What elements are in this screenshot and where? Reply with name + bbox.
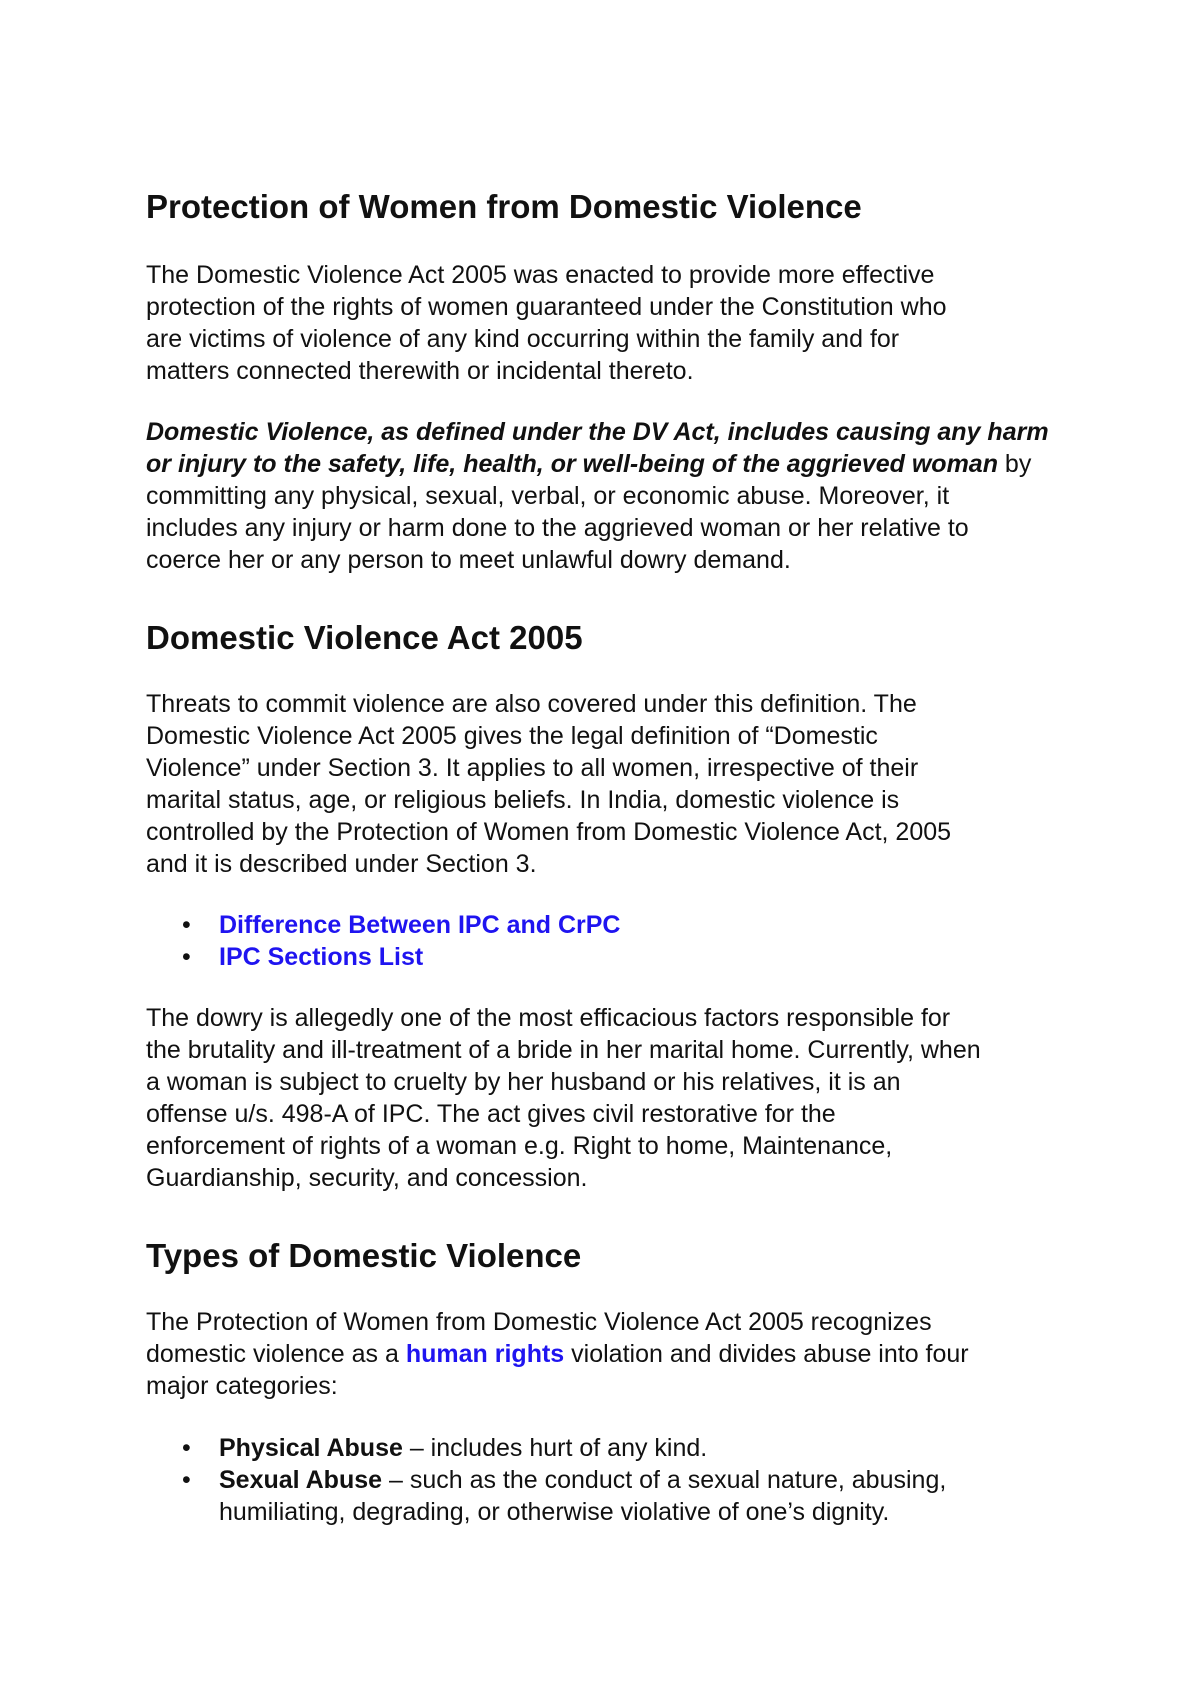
text-line: The dowry is allegedly one of the most efficacious factors responsible for: [146, 1004, 951, 1032]
description: – includes hurt of any kind.: [402, 1434, 708, 1462]
text-line: Violence” under Section 3. It applies to all women, irrespective of their: [146, 754, 919, 782]
list-item-sexual-abuse: [146, 1464, 1106, 1528]
list-item-physical-abuse: [146, 1432, 1106, 1464]
paragraph-threats: [146, 688, 1106, 880]
text-line: protection of the rights of women guaranteed under the Constitution who: [146, 293, 947, 321]
text-line: Guardianship, security, and concession.: [146, 1164, 588, 1192]
abuse-types-list: [146, 1432, 1106, 1528]
list-item: [146, 909, 1106, 941]
paragraph-dowry: [146, 1002, 1106, 1194]
text-line: The Protection of Women from Domestic Violence Act 2005 recognizes: [146, 1308, 932, 1336]
link-difference-ipc-crpc[interactable]: Difference Between IPC and CrPC: [219, 911, 621, 939]
text-line: offense u/s. 498-A of IPC. The act gives civil restorative for the: [146, 1100, 836, 1128]
text-line: are victims of violence of any kind occurring within the family and for: [146, 325, 900, 353]
paragraph-intro: [146, 259, 1106, 387]
text-line: Threats to commit violence are also covered under this definition. The: [146, 690, 917, 718]
list-item: [146, 941, 1106, 973]
link-human-rights[interactable]: human rights: [405, 1340, 565, 1368]
heading-types-of-dv: Types of Domestic Violence: [146, 1237, 582, 1274]
text-line: marital status, age, or religious beliefs. In India, domestic violence is: [146, 786, 900, 814]
text: violation and divides abuse into four: [564, 1340, 969, 1368]
definition-bold-text: Domestic Violence, as defined under the DV Act, includes causing any harm: [146, 418, 1049, 446]
text-line: and it is described under Section 3.: [146, 850, 537, 878]
related-links-list: [146, 909, 1106, 973]
text: domestic violence as a: [146, 1340, 406, 1368]
text-line: committing any physical, sexual, verbal, or economic abuse. Moreover, it: [146, 482, 950, 510]
text-line: the brutality and ill-treatment of a bride in her marital home. Currently, when: [146, 1036, 981, 1064]
paragraph-types-intro: [146, 1306, 1106, 1402]
text-line: enforcement of rights of a woman e.g. Right to home, Maintenance,: [146, 1132, 893, 1160]
definition-bold-text: or injury to the safety, life, health, or well-being of the aggrieved woman: [146, 450, 998, 478]
paragraph-definition: [146, 416, 1106, 576]
text-line: The Domestic Violence Act 2005 was enacted to provide more effective: [146, 261, 935, 289]
text-line: a woman is subject to cruelty by her husband or his relatives, it is an: [146, 1068, 901, 1096]
text-line: major categories:: [146, 1372, 338, 1400]
term: Physical Abuse: [219, 1434, 403, 1462]
text: by: [997, 450, 1032, 478]
description-cont: humiliating, degrading, or otherwise violative of one’s dignity.: [219, 1498, 890, 1526]
link-ipc-sections-list[interactable]: IPC Sections List: [219, 943, 424, 971]
text-line: controlled by the Protection of Women from Domestic Violence Act, 2005: [146, 818, 952, 846]
heading-dv-act-2005: Domestic Violence Act 2005: [146, 619, 583, 656]
heading-protection-of-women: Protection of Women from Domestic Violence: [146, 188, 862, 225]
text-line: matters connected therewith or incidental thereto.: [146, 357, 694, 385]
text-line: coerce her or any person to meet unlawful dowry demand.: [146, 546, 791, 574]
text-line: includes any injury or harm done to the aggrieved woman or her relative to: [146, 514, 969, 542]
description: – such as the conduct of a sexual nature, abusing,: [382, 1466, 947, 1494]
text-line: Domestic Violence Act 2005 gives the legal definition of “Domestic: [146, 722, 878, 750]
term: Sexual Abuse: [219, 1466, 383, 1494]
